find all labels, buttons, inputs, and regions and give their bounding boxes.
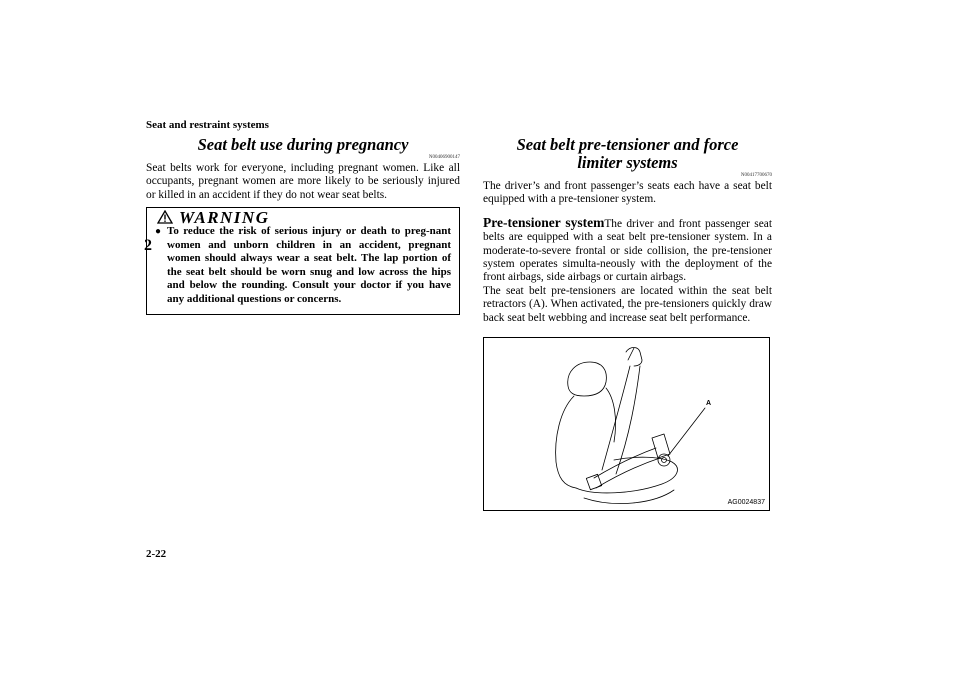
- pregnancy-section-code: N00406900147: [428, 155, 460, 160]
- figure-code: AG0024837: [727, 499, 765, 506]
- warning-item: [155, 225, 451, 306]
- pregnancy-heading: Seat belt use during pregnancy: [197, 135, 409, 154]
- bullet-icon: ●: [155, 226, 162, 238]
- pretensioner-section-code: N00417700670: [740, 173, 772, 178]
- section-header: Seat and restraint systems: [146, 119, 269, 131]
- figure-label-a: A: [706, 400, 712, 407]
- seat-belt-drawing: [484, 338, 769, 510]
- pretensioner-intro: The driver’s and front passenger’s seats each have a seat belt equipped with a pre-tensioner system.: [483, 180, 772, 206]
- pretensioner-para1-wrap: [483, 216, 772, 285]
- warning-text: To reduce the risk of serious injury or death to preg-nant women and unborn children in an accident, pregnant women should always wear a seat belt. The lap portion of the seat belt should be worn snug and low across the hips and below the rounding. Consult your doctor if you have any additional questions or concerns.: [167, 225, 451, 305]
- left-column: [146, 134, 460, 315]
- pretensioner-subheading: Pre-tensioner system: [483, 214, 605, 230]
- chapter-tab-number: 2: [144, 237, 152, 254]
- warning-header: [157, 207, 451, 227]
- warning-box: [146, 207, 460, 315]
- seatbelt-illustration: [483, 337, 770, 511]
- right-column: [483, 134, 772, 325]
- pregnancy-body: Seat belts work for everyone, including pregnant women. Like all occupants, pregnant women are more likely to be seriously injured or killed in an accident if they do not wear seat belts.: [146, 162, 460, 201]
- warning-triangle-icon: [157, 210, 173, 224]
- page-number: 2-22: [146, 548, 167, 560]
- pretensioner-para1: The driver and front passenger seat belts are equipped with a seat belt pre-tensioner system. In a moderate-to-severe frontal or side collision, the pre-tensioner system operates simulta-neously with the deployment of the front airbags, side airbags or curtain airbags.: [483, 217, 772, 284]
- warning-title: WARNING: [179, 207, 270, 227]
- pretensioner-heading: Seat belt pre-tensioner and force limiter systems: [516, 135, 739, 172]
- pretensioner-para2: The seat belt pre-tensioners are located within the seat belt retractors (A). When activated, the pre-tensioners quickly draw back seat belt webbing and increase seat belt performance.: [483, 284, 772, 324]
